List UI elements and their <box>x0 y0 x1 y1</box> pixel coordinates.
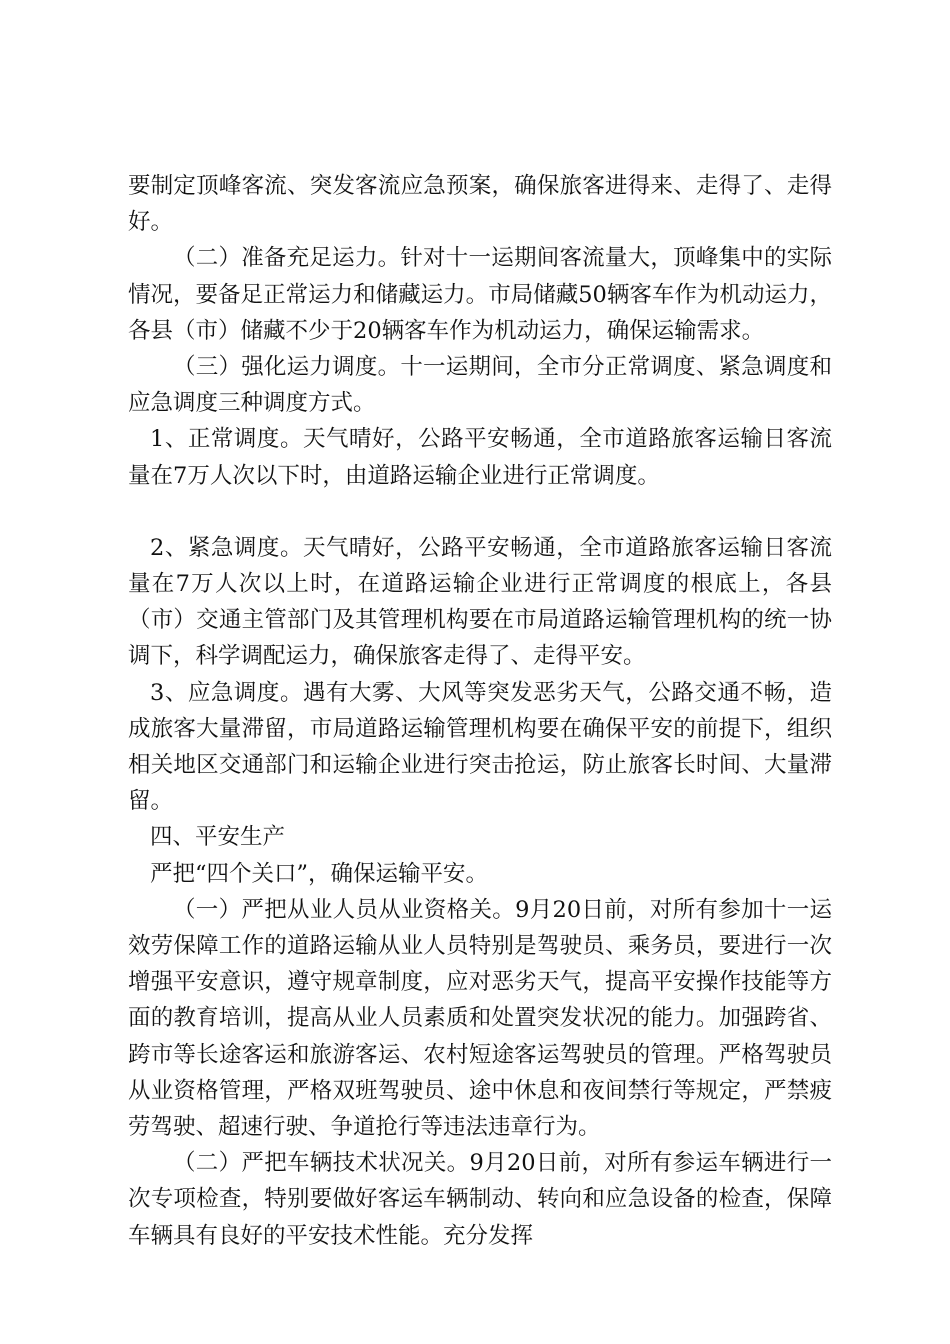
paragraph-staff-qualification: （一）严把从业人员从业资格关。9月20日前，对所有参加十一运效劳保障工作的道路运输从业人员特别是驾驶员、乘务员，要进行一次增强平安意识，遵守规章制度，应对恶劣天气，提高平安操作技能等方面的教育培训，提高从业人员素质和处置突发状况的能力。加强跨省、跨市等长途客运和旅游客运、农村短途客运驾驶员的管理。严格驾驶员从业资格管理，严格双班驾驶员、途中休息和夜间禁行等规定，严禁疲劳驾驶、超速行驶、争道抢行等违法违章行为。 <box>128 896 832 1141</box>
paragraph-strengthen-dispatch: （三）强化运力调度。十一运期间，全市分正常调度、紧急调度和应急调度三种调度方式。 <box>128 354 832 417</box>
paragraph-vehicle-condition: （二）严把车辆技术状况关。9月20日前，对所有参运车辆进行一次专项检查，特别要做好客运车辆制动、转向和应急设备的检查，保障车辆具有良好的平安技术性能。充分发挥 <box>128 1150 832 1249</box>
document-body <box>128 168 832 1254</box>
paragraph-prepare-capacity: （二）准备充足运力。针对十一运期间客流量大，顶峰集中的实际情况，要备足正常运力和储藏运力。市局储藏50辆客车作为机动运力，各县（市）储藏不少于20辆客车作为机动运力，确保运输需求。 <box>128 245 832 344</box>
paragraph-urgent-dispatch: 2、紧急调度。天气晴好，公路平安畅通，全市道路旅客运输日客流量在7万人次以上时，在道路运输企业进行正常调度的根底上，各县（市）交通主管部门及其管理机构要在市局道路运输管理机构的统一协调下，科学调配运力，确保旅客走得了、走得平安。 <box>128 534 832 670</box>
paragraph-continuation: 要制定顶峰客流、突发客流应急预案，确保旅客进得来、走得了、走得好。 <box>128 173 832 236</box>
paragraph-four-checkpoints: 严把“四个关口”，确保运输平安。 <box>150 860 489 887</box>
paragraph-normal-dispatch: 1、正常调度。天气晴好，公路平安畅通，全市道路旅客运输日客流量在7万人次以下时，由道路运输企业进行正常调度。 <box>128 426 832 489</box>
blank-line <box>128 494 832 530</box>
section-heading-safety: 四、平安生产 <box>150 824 286 851</box>
paragraph-emergency-dispatch: 3、应急调度。遇有大雾、大风等突发恶劣天气，公路交通不畅，造成旅客大量滞留，市局道路运输管理机构要在确保平安的前提下，组织相关地区交通部门和运输企业进行突击抢运，防止旅客长时间、大量滞留。 <box>128 679 832 815</box>
